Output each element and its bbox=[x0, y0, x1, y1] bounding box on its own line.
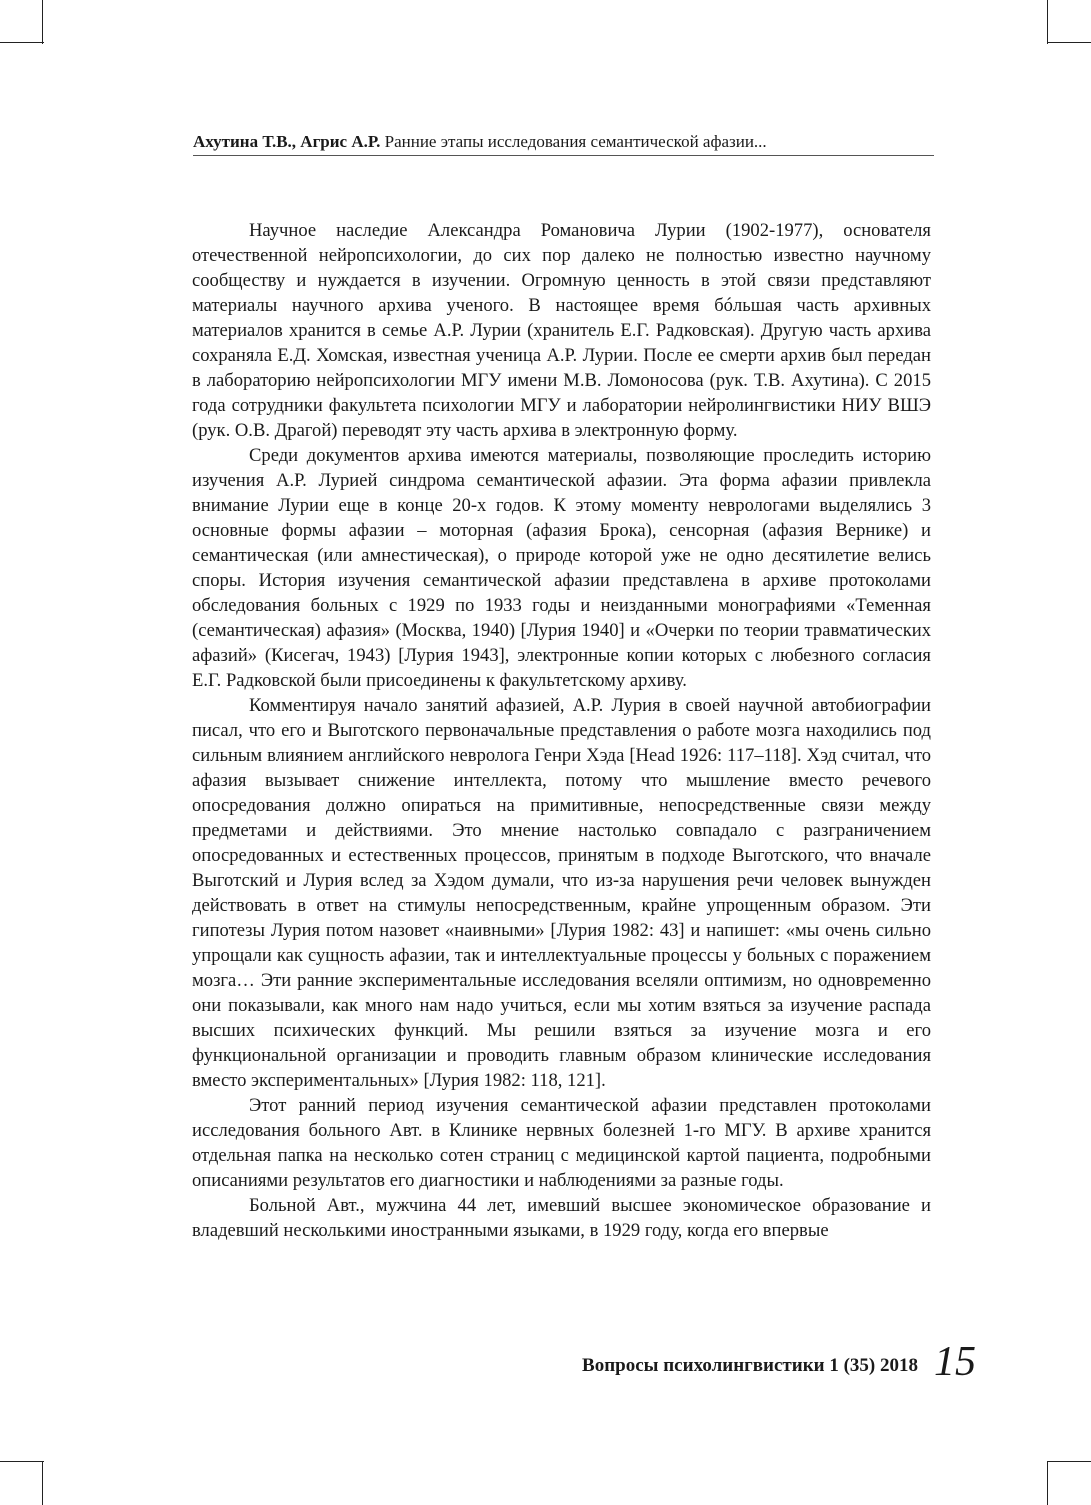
journal-title: Вопросы психолингвистики 1 (35) 2018 bbox=[582, 1355, 918, 1376]
crop-mark-bottom-right-horizontal bbox=[1047, 1461, 1091, 1462]
crop-mark-top-right-horizontal bbox=[1047, 42, 1091, 43]
header-rule bbox=[193, 155, 934, 156]
page-footer bbox=[490, 1339, 980, 1393]
page-number: 15 bbox=[934, 1339, 976, 1385]
paragraph: Среди документов архива имеются материалы, позволяющие проследить историю изучения А.Р. Лурией синдрома семантической афазии. Эта форма афазии привлекла внимание Лурии еще в конце 20-х годов. К этому моменту неврологами выделялись 3 основные формы афазии – моторная (афазия Брока), сенсорная (афазия Вернике) и семантическая (или амнестическая), о природе которой уже не одно десятилетие велись споры. История изучения семантической афазии представлена в архиве протоколами обследования больных с 1929 по 1933 годы и неизданными монографиями «Теменная (семантическая) афазия» (Москва, 1940) [Лурия 1940] и «Очерки по теории травматических афазий» (Кисегач, 1943) [Лурия 1943], электронные копии которых с любезного согласия Е.Г. Радковской были присоединены к факультетскому архиву. bbox=[192, 445, 931, 691]
article-body bbox=[192, 218, 931, 1243]
crop-mark-top-right-vertical bbox=[1047, 0, 1048, 44]
header-title: Ранние этапы исследования семантической афазии... bbox=[380, 132, 767, 151]
paragraph: Больной Авт., мужчина 44 лет, имевший высшее экономическое образование и владевший несколькими иностранными языками, в 1929 году, когда его впервые bbox=[192, 1195, 931, 1241]
crop-mark-bottom-right-vertical bbox=[1047, 1461, 1048, 1505]
crop-mark-top-left-horizontal bbox=[0, 42, 44, 43]
crop-mark-bottom-left-vertical bbox=[42, 1461, 43, 1505]
header-authors: Ахутина Т.В., Агрис А.Р. bbox=[193, 132, 381, 151]
paragraph: Научное наследие Александра Романовича Лурии (1902-1977), основателя отечественной нейропсихологии, до сих пор далеко не полностью известно научному сообществу и нуждается в изучении. Огромную ценность в этой связи представляют материалы научного архива ученого. В настоящее время бóльшая часть архивных материалов хранится в семье А.Р. Лурии (хранитель Е.Г. Радковская). Другую часть архива сохраняла Е.Д. Хомская, известная ученица А.Р. Лурии. После ее смерти архив был передан в лабораторию нейропсихологии МГУ имени М.В. Ломоносова (рук. Т.В. Ахутина). С 2015 года сотрудники факультета психологии МГУ и лаборатории нейролингвистики НИУ ВШЭ (рук. О.В. Драгой) переводят эту часть архива в электронную форму. bbox=[192, 220, 931, 441]
running-header bbox=[193, 131, 933, 153]
crop-mark-bottom-left-horizontal bbox=[0, 1461, 44, 1462]
paragraph: Комментируя начало занятий афазией, А.Р. Лурия в своей научной автобиографии писал, что его и Выготского первоначальные представления о работе мозга находились под сильным влиянием английского невролога Генри Хэда [Head 1926: 117–118]. Хэд считал, что афазия вызывает снижение интеллекта, потому что мышление вместо речевого опосредования должно опираться на примитивные, непосредственные связи между предметами и действиями. Это мнение настолько совпадало с разграничением опосредованных и естественных процессов, принятым в подходе Выготского, что вначале Выготский и Лурия вслед за Хэдом думали, что из-за нарушения речи человек вынужден действовать в ответ на стимулы непосредственным, крайне упрощенным образом. Эти гипотезы Лурия потом назовет «наивными» [Лурия 1982: 43] и напишет: «мы очень сильно упрощали как сущность афазии, так и интеллектуальные процессы у больных с поражением мозга… Эти ранние экспериментальные исследования вселяли оптимизм, но одновременно они показывали, как много нам надо учиться, если мы хотим взяться за изучение распада высших психических функций. Мы решили взяться за изучение мозга и его функциональной организации и проводить главным образом клинические исследования вместо экспериментальных» [Лурия 1982: 118, 121]. bbox=[192, 695, 931, 1091]
paragraph: Этот ранний период изучения семантической афазии представлен протоколами исследования больного Авт. в Клинике нервных болезней 1-го МГУ. В архиве хранится отдельная папка на несколько сотен страниц с медицинской картой пациента, подробными описаниями результатов его диагностики и наблюдениями за разные годы. bbox=[192, 1095, 931, 1191]
crop-mark-top-left-vertical bbox=[42, 0, 43, 44]
